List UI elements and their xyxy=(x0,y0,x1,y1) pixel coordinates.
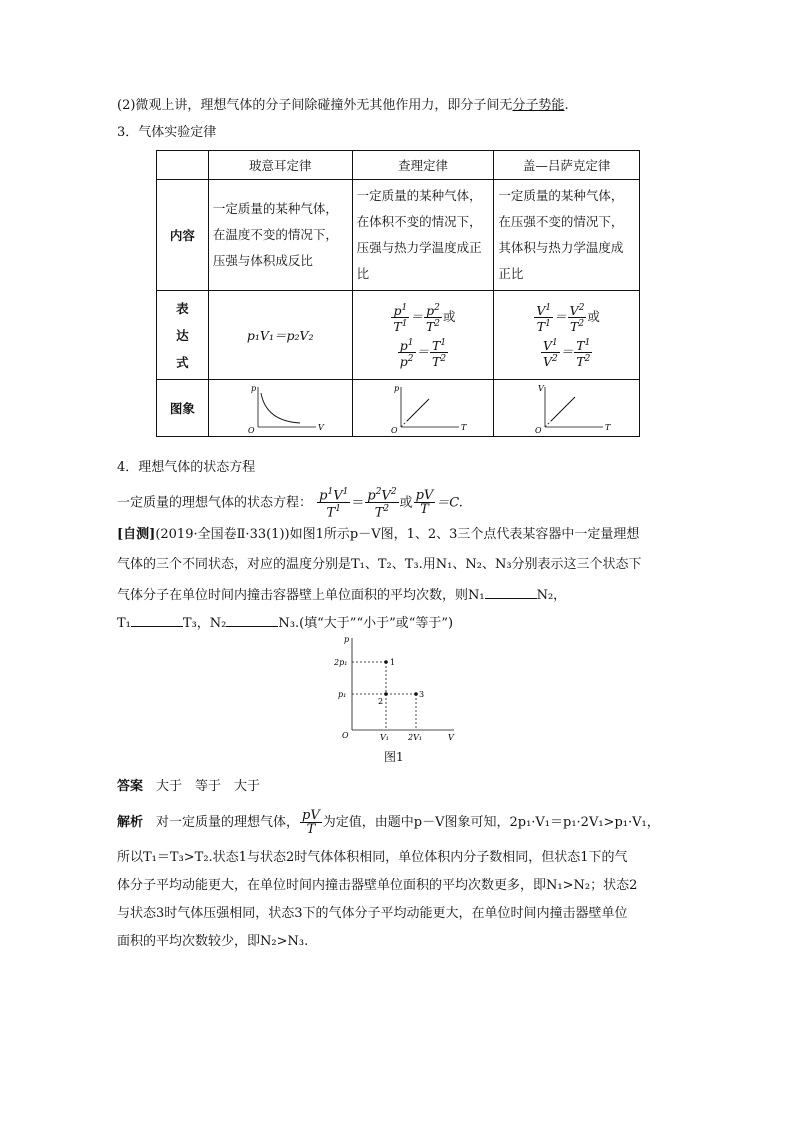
table-row-content xyxy=(157,180,640,291)
state-equation-or: 或 xyxy=(399,495,413,511)
row-label-expression xyxy=(157,291,209,380)
selftest-t3: T₃，N₂ xyxy=(182,616,227,631)
analysis-label: 解析 xyxy=(117,815,144,830)
answer-values: 大于 等于 大于 xyxy=(156,779,261,794)
header-gay-lussac: 盖—吕萨克定律 xyxy=(494,151,640,180)
selftest-line-2: 气体的三个不同状态，对应的温度分别是T₁、T₂、T₃.用N₁、N₂、N₃分别表示这三个状态下 xyxy=(117,557,642,572)
section3-heading: 3．气体实验定律 xyxy=(117,125,217,140)
analysis-line-3: 体分子平均动能更大，在单位时间内撞击器壁单位面积的平均次数更多，即N₁>N₂；状态2 xyxy=(117,878,638,893)
selftest-text-1: (2019·全国卷Ⅱ·33(1))如图1所示p－V图，1、2、3三个点代表某容器中一定量理想 xyxy=(155,527,640,542)
gay-graph xyxy=(517,383,617,433)
blank-1[interactable] xyxy=(485,584,537,599)
gay-axis-t: T xyxy=(604,423,610,432)
boyle-expression: p₁V₁＝p₂V₂ xyxy=(208,291,352,380)
answer-line xyxy=(117,777,260,797)
boyle-content: 一定质量的某种气体，在温度不变的情况下，压强与体积成反比 xyxy=(208,180,352,291)
selftest-line-3 xyxy=(117,584,566,606)
selftest-t1: T₁ xyxy=(117,616,131,631)
gay-or: 或 xyxy=(587,308,600,324)
table-row-expression xyxy=(157,291,640,380)
boyle-axis-o: O xyxy=(248,426,255,433)
state-equation-c: ＝C. xyxy=(436,495,463,511)
fig-label-1: 1 xyxy=(390,658,396,667)
selftest-n3: N₃.(填“大于”“小于”或“等于”) xyxy=(278,616,454,631)
fig-axis-p: p xyxy=(344,635,350,644)
analysis-line-2: 所以T₁＝T₃>T₂.状态1与状态2时气体体积相同，单位体积内分子数相同，但状态1下的气 xyxy=(117,850,628,865)
fig-v1: V₁ xyxy=(380,733,389,742)
blank-2[interactable] xyxy=(131,612,183,627)
state-equation-lead: 一定质量的理想气体的状态方程： xyxy=(117,495,313,511)
fig-p1: p₁ xyxy=(338,690,347,699)
state-point-1 xyxy=(384,660,388,664)
gay-content: 一定质量的某种气体，在压强不变的情况下，其体积与热力学温度成正比 xyxy=(494,180,640,291)
intro-text: (2)微观上讲，理想气体的分子间除碰撞外无其他作用力，即分子间无 xyxy=(117,98,513,113)
analysis-line-4: 与状态3时气体压强相同，状态3下的气体分子平均动能更大，在单位时间内撞击器壁单位 xyxy=(117,906,628,921)
analysis-text-1b: 为定值，由题中p－V图象可知，2p₁·V₁＝p₁·2V₁>p₁·V₁， xyxy=(322,815,660,830)
gas-laws-table xyxy=(156,150,640,437)
header-charles: 查理定律 xyxy=(352,151,494,180)
selftest-line-4 xyxy=(117,612,453,634)
charles-graph-cell xyxy=(352,380,494,437)
figure-caption: 图1 xyxy=(384,750,404,764)
row-label-expression-text: 表达式 xyxy=(176,300,189,370)
selftest-text-3-end: N₂， xyxy=(536,588,567,603)
row-label-content: 内容 xyxy=(157,180,209,291)
fig-label-2: 2 xyxy=(378,697,384,706)
boyle-axis-p: p xyxy=(251,384,257,393)
fig-2v1: 2V₁ xyxy=(408,733,423,742)
gay-expression: $\frac{V^1}{T^1}$ ＝ $\frac{V^2}{T^2}$ 或 $\frac{V^1}{V^2}$ ＝ $\frac{T^1}{T^2}$ xyxy=(494,291,640,380)
intro-underline: 分子势能 xyxy=(512,98,565,113)
gay-axis-o: O xyxy=(534,426,542,433)
intro-suffix: . xyxy=(564,98,569,113)
analysis-line-5: 面积的平均次数较少，即N₂>N₃. xyxy=(117,934,309,949)
table-row-graph xyxy=(157,380,640,437)
fig-origin: O xyxy=(342,731,349,740)
section4-heading: 4．理想气体的状态方程 xyxy=(117,460,256,475)
charles-graph xyxy=(373,383,473,433)
answer-label: 答案 xyxy=(117,779,144,794)
header-empty xyxy=(157,151,209,180)
selftest-text-3: 气体分子在单位时间内撞击容器壁上单位面积的平均次数，则N₁ xyxy=(117,588,485,603)
intro-paragraph xyxy=(117,96,569,116)
boyle-axis-v: V xyxy=(318,423,324,432)
analysis-text-1a: 对一定质量的理想气体， xyxy=(156,815,300,830)
charles-axis-p: p xyxy=(393,384,400,393)
fig-2p1: 2p₁ xyxy=(334,658,348,667)
row-label-graph: 图象 xyxy=(157,380,209,437)
boyle-graph-cell xyxy=(208,380,352,437)
gay-graph-cell xyxy=(494,380,640,437)
charles-or: 或 xyxy=(443,308,456,324)
pv-figure xyxy=(330,632,464,744)
charles-axis-o: O xyxy=(390,426,398,433)
state-point-3 xyxy=(414,692,418,696)
gay-axis-v: V xyxy=(537,384,544,393)
charles-content: 一定质量的某种气体，在体积不变的情况下，压强与热力学温度成正比 xyxy=(352,180,494,291)
fig-label-3: 3 xyxy=(419,690,425,699)
header-boyle: 玻意耳定律 xyxy=(208,151,352,180)
table-header-row xyxy=(157,151,640,180)
selftest-line-1 xyxy=(117,525,639,545)
charles-axis-t: T xyxy=(460,423,467,432)
blank-3[interactable] xyxy=(226,612,278,627)
analysis-line-1: 解析 对一定质量的理想气体， $\frac{pV}{T}$ 为定值，由题中p－V图象可知，2p₁·V₁＝p₁·2V₁>p₁·V₁， xyxy=(117,808,660,837)
selftest-tag: [自测] xyxy=(117,527,156,542)
fig-axis-v: V xyxy=(448,733,454,742)
boyle-graph xyxy=(230,383,330,433)
charles-expression: $\frac{p^1}{T^1}$ ＝ $\frac{p^2}{T^2}$ 或 $\frac{p^1}{p^2}$ ＝ $\frac{T^1}{T^2}$ xyxy=(352,291,494,380)
state-equation-line: 一定质量的理想气体的状态方程： $\frac{p^1V^1}{T^1}$ ＝ $\frac{p^2V^2}{T^2}$ 或 $\frac{pV}{T}$ ＝C. xyxy=(117,487,463,521)
state-point-2 xyxy=(384,692,388,696)
